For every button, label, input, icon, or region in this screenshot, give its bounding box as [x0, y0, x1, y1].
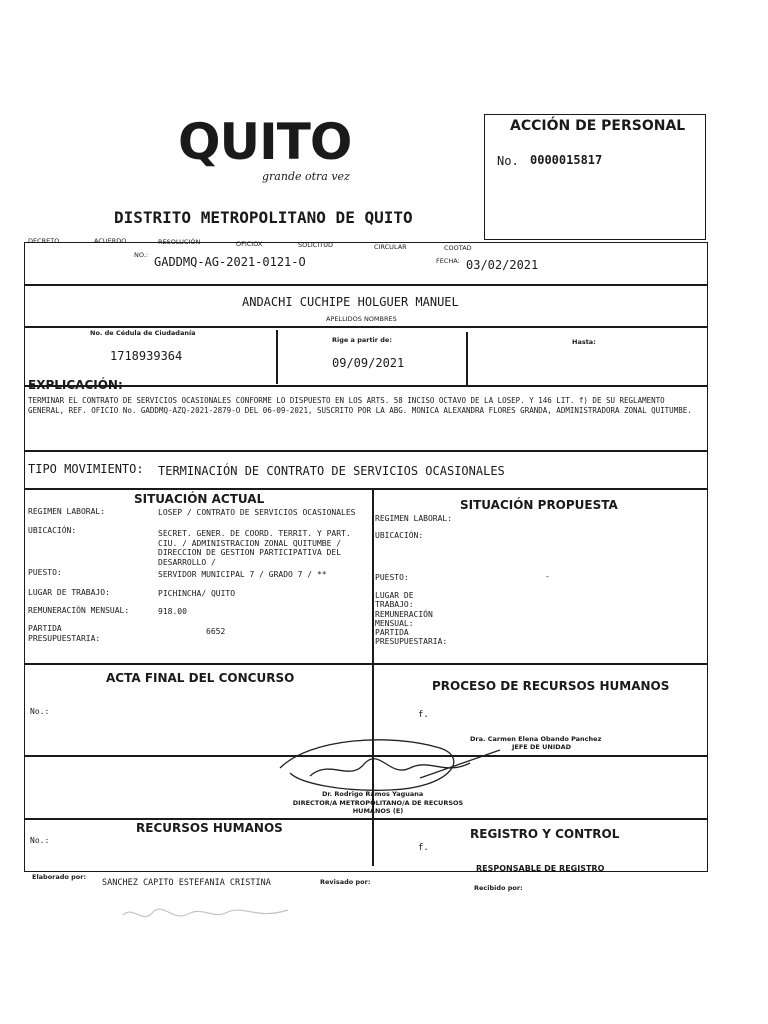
- acta-no-label: No.:: [30, 707, 50, 716]
- doc-type-resolucion: RESOLUCIÓN: [158, 238, 201, 246]
- logo-tagline: grande otra vez: [262, 170, 350, 183]
- current-ubicacion: SECRET. GENER. DE COORD. TERRIT. Y PART. CIU. / ADMINISTRACION ZONAL QUITUMBE / DIRECCION DE GESTION PARTICIPATIVA DEL DESARROLLO /: [158, 529, 351, 567]
- current-regimen-label: REGIMEN LABORAL:: [28, 507, 106, 516]
- hr-process-title: PROCESO DE RECURSOS HUMANOS: [432, 679, 670, 693]
- proposed-puesto-label: PUESTO:: [375, 573, 409, 582]
- registry-responsible: RESPONSABLE DE REGISTRO: [476, 864, 605, 873]
- person-name: ANDACHI CUCHIPE HOLGUER MANUEL: [242, 295, 459, 309]
- doc-type-solicitud: SOLICITUD: [298, 241, 333, 249]
- hr-process-f: f.: [418, 710, 429, 720]
- hr-title: RECURSOS HUMANOS: [136, 821, 283, 835]
- signer1-role: JEFE DE UNIDAD: [512, 743, 572, 751]
- doc-type-circular: CIRCULAR: [374, 243, 407, 251]
- current-puesto: SERVIDOR MUNICIPAL 7 / GRADO 7 / **: [158, 570, 327, 579]
- signer2-role: DIRECTOR/A METROPOLITANO/A DE RECURSOS HUMANOS (E): [292, 799, 464, 815]
- doc-date-label: FECHA:: [436, 257, 460, 265]
- action-title: ACCIÓN DE PERSONAL: [510, 118, 686, 134]
- proposed-ubicacion-label: UBICACIÓN:: [375, 531, 424, 540]
- doc-type-decreto: DECRETO: [28, 237, 60, 245]
- current-lugar-label: LUGAR DE TRABAJO:: [28, 588, 110, 597]
- current-puesto-label: PUESTO:: [28, 568, 62, 577]
- movement-label: TIPO MOVIMIENTO:: [28, 462, 144, 476]
- recibido-label: Recibido por:: [474, 884, 523, 892]
- action-number-label: No.: [497, 154, 519, 168]
- doc-type-oficio: OFICIOX: [236, 240, 263, 248]
- explanation-text: TERMINAR EL CONTRATO DE SERVICIOS OCASIONALES CONFORME LO DISPUESTO EN LOS ARTS. 58 INCISO OCTAVO DE LA LOSEP. Y 146 LIT. f) DE SU REGLAMENTO GENERAL, REF. OFICIO No. GADDMQ-AZQ-2021-2879-O DEL 06-09-2021, SUSCRITO POR LA ABG. MONICA ALEXANDRA FLORES GRANDA, ADMINISTRADORA ZONAL QUITUMBE.: [28, 396, 692, 415]
- proposed-remuneracion-label: REMUNERACIÓN MENSUAL:: [375, 610, 433, 628]
- rige-label: Rige a partir de:: [332, 336, 392, 344]
- logo-word: QUITO: [178, 113, 352, 171]
- cedula-value: 1718939364: [110, 349, 183, 363]
- signature-mark: [270, 728, 530, 798]
- doc-type-cootad: COOTAD: [444, 244, 472, 252]
- doc-date: 03/02/2021: [466, 258, 539, 272]
- proposed-puesto-mark: -: [545, 572, 550, 581]
- registry-f: f.: [418, 843, 429, 853]
- elaborado-value: SANCHEZ CAPITO ESTEFANIA CRISTINA: [102, 878, 271, 888]
- doc-type-acuerdo: ACUERDO: [94, 237, 127, 245]
- current-remuneracion: 918.00: [158, 607, 187, 616]
- current-regimen: LOSEP / CONTRATO DE SERVICIOS OCASIONALES: [158, 508, 356, 517]
- hasta-label: Hasta:: [572, 338, 596, 346]
- current-title: SITUACIÓN ACTUAL: [134, 492, 265, 506]
- proposed-lugar-label: LUGAR DE TRABAJO:: [375, 591, 414, 609]
- proposed-regimen-label: REGIMEN LABORAL:: [375, 514, 453, 523]
- handwritten-mark: [118, 900, 298, 930]
- current-lugar: PICHINCHA/ QUITO: [158, 589, 236, 598]
- revisado-label: Revisado por:: [320, 878, 371, 886]
- signer1-name: Dra. Carmen Elena Obando Panchez: [470, 735, 602, 743]
- doc-no-label: NO.:: [134, 251, 148, 259]
- action-number: 0000015817: [530, 153, 603, 167]
- current-ubicacion-label: UBICACIÓN:: [28, 526, 77, 535]
- doc-no: GADDMQ-AG-2021-0121-O: [154, 255, 306, 269]
- current-remuneracion-label: REMUNERACIÓN MENSUAL:: [28, 606, 130, 615]
- hr-no-label: No.:: [30, 836, 50, 845]
- cedula-label: No. de Cédula de Ciudadanía: [90, 329, 196, 337]
- acta-title: ACTA FINAL DEL CONCURSO: [106, 671, 295, 685]
- registry-title: REGISTRO Y CONTROL: [470, 827, 620, 841]
- proposed-partida-label: PARTIDA PRESUPUESTARIA:: [375, 628, 448, 646]
- elaborado-label: Elaborado por:: [32, 873, 87, 881]
- movement-value: TERMINACIÓN DE CONTRATO DE SERVICIOS OCASIONALES: [158, 464, 505, 478]
- quito-logo: [178, 112, 398, 192]
- rige-value: 09/09/2021: [332, 356, 405, 370]
- page-title: DISTRITO METROPOLITANO DE QUITO: [114, 208, 413, 227]
- explanation-title: EXPLICACIÓN:: [28, 378, 123, 392]
- current-partida: 6652: [206, 627, 226, 636]
- signer2-name: Dr. Rodrigo Ramos Yaguana: [322, 790, 424, 798]
- person-name-caption: APELLIDOS NOMBRES: [326, 315, 397, 323]
- current-partida-label: PARTIDA PRESUPUESTARIA:: [28, 624, 101, 643]
- proposed-title: SITUACIÓN PROPUESTA: [460, 498, 618, 512]
